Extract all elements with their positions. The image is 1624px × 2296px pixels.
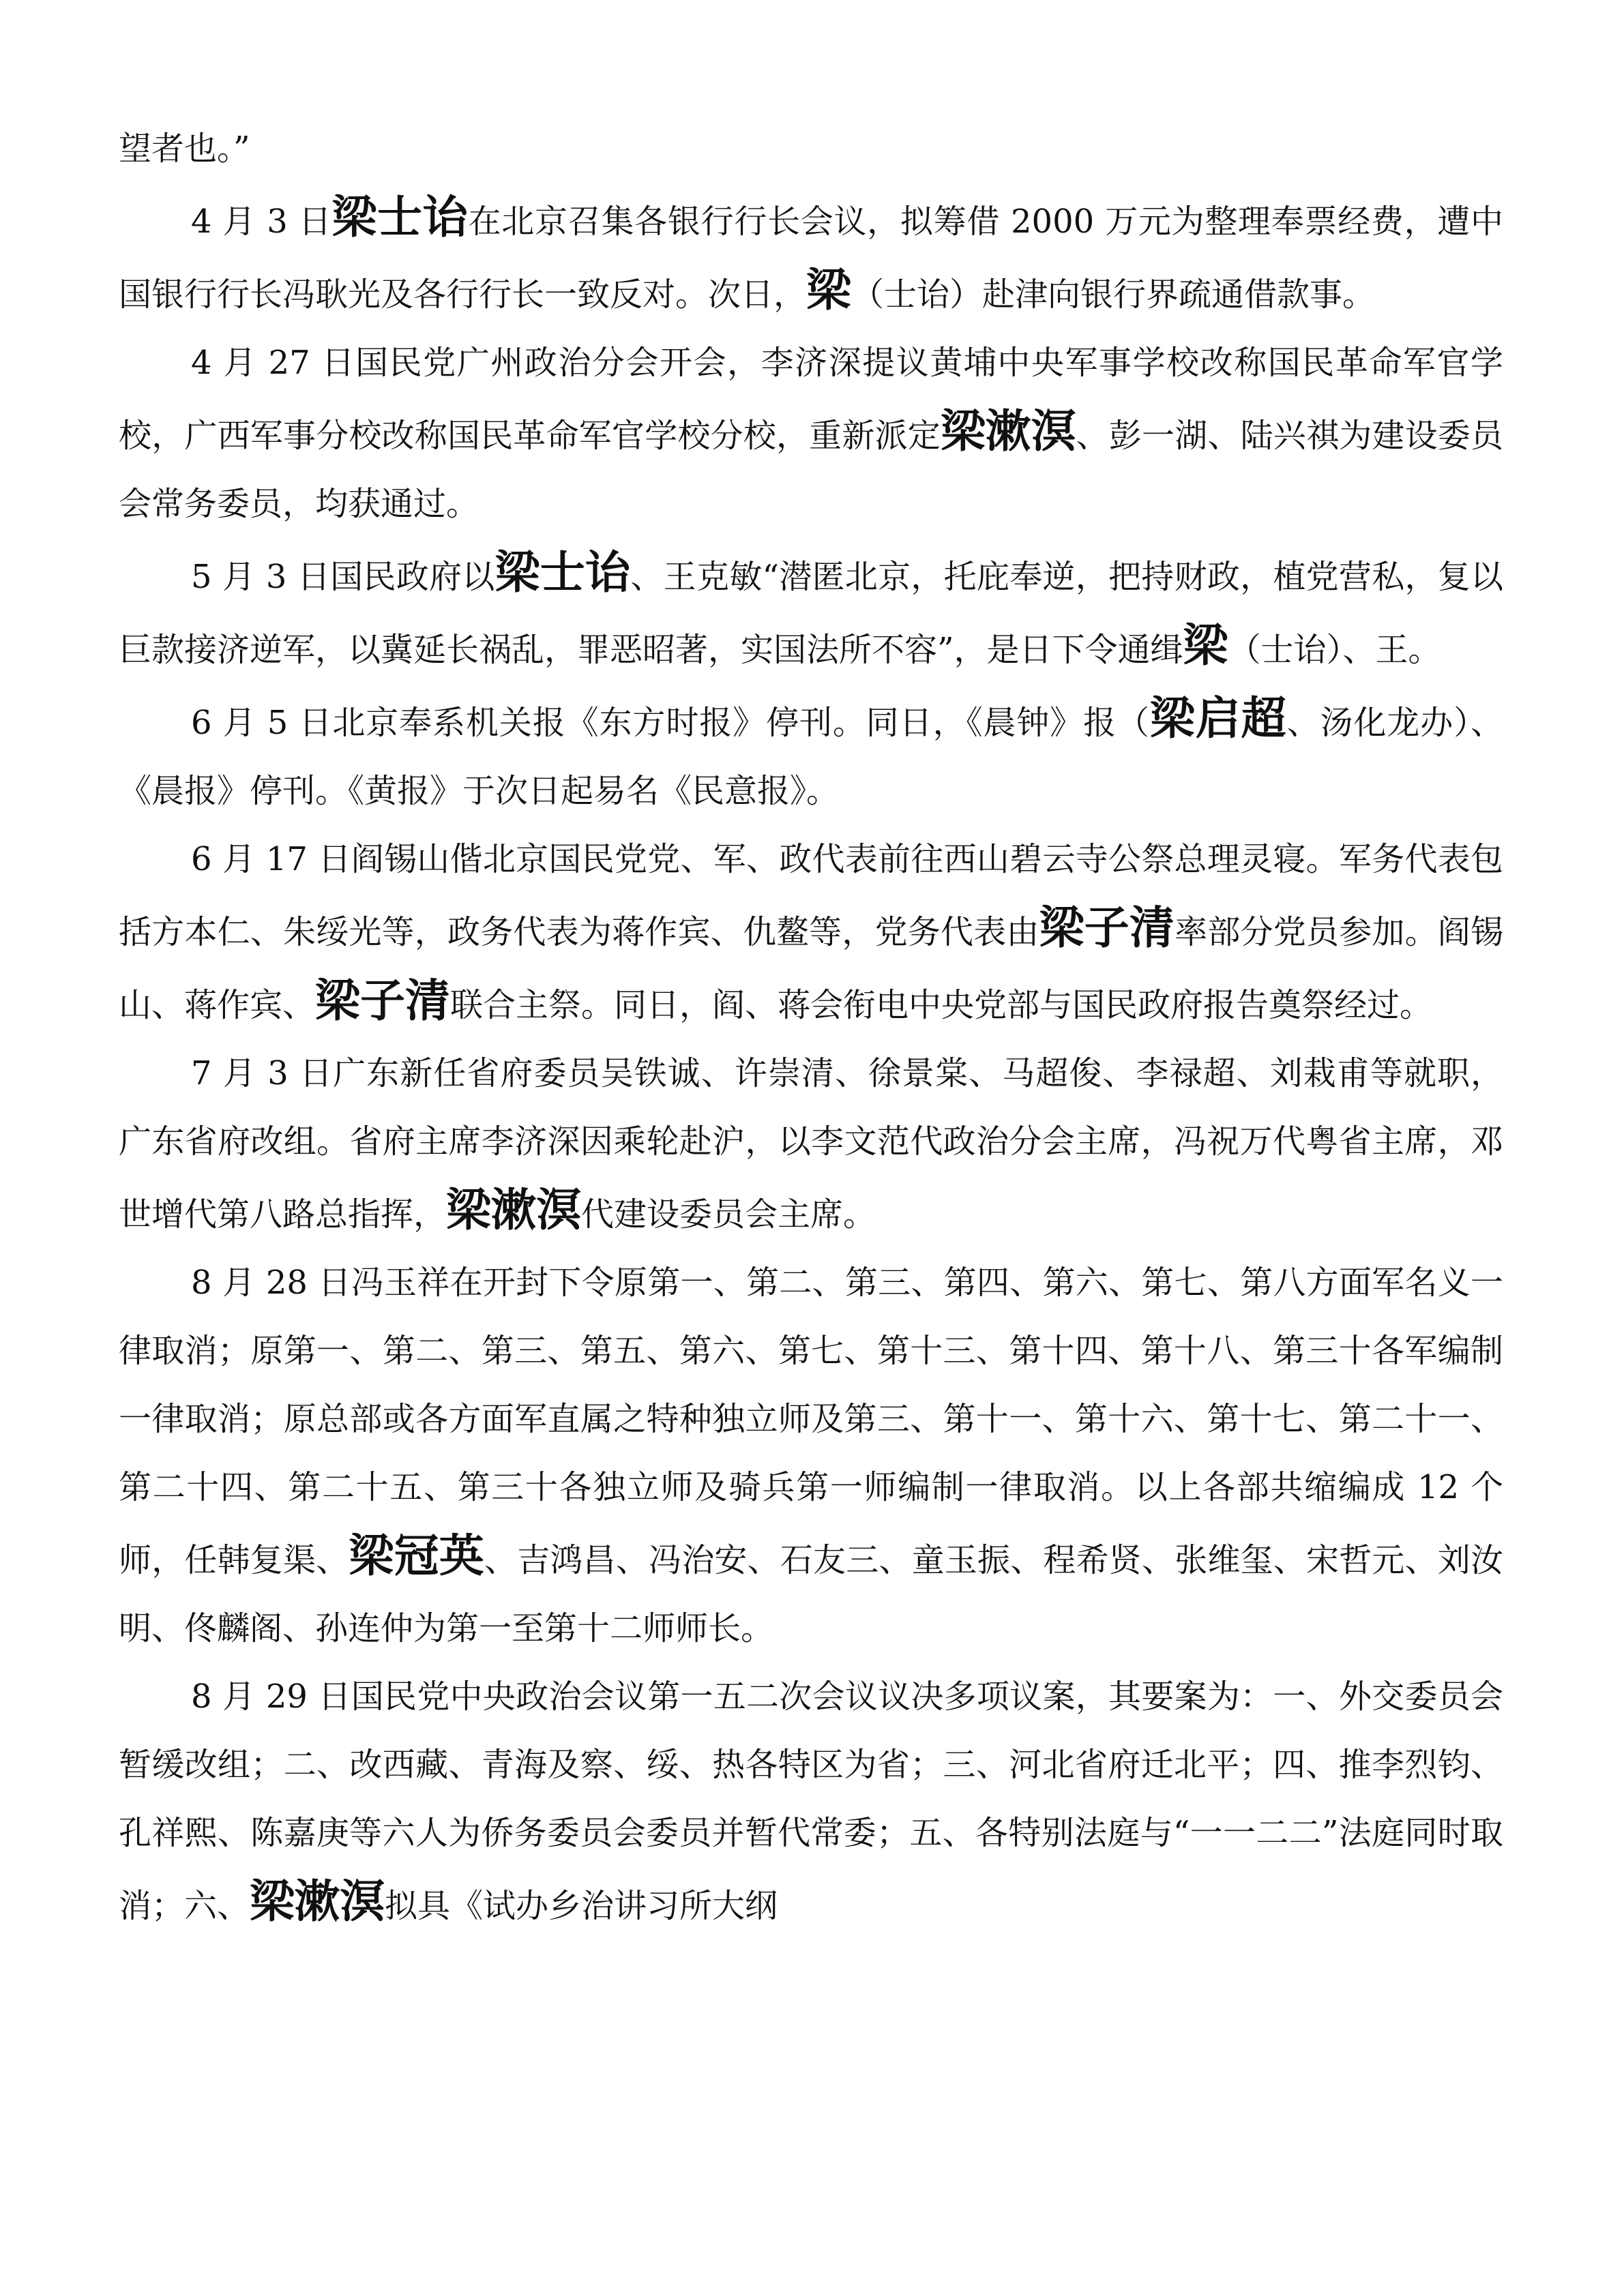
text-segment: 6 月 17 日阎锡山偕北京国民党党、军、政代表前往西山碧云寺公祭总理灵寝。军务代表包括方本仁、朱绥光等，政务代表为蒋作宾、仇鳌等，党务代表由 [119, 840, 1503, 951]
paragraph [119, 825, 1503, 1039]
text-segment: （士诒）、王。 [1228, 631, 1441, 669]
person-name: 梁启超 [1149, 691, 1287, 745]
text-segment: 、吉鸿昌、冯治安、石友三、童玉振、程希贤、张维玺、宋哲元、刘汝明、佟麟阁、孙连仲为第一至第十二师师长。 [119, 1541, 1503, 1648]
text-segment: 代建设委员会主席。 [581, 1195, 876, 1234]
text-segment: 、彭一湖、陆兴祺为建设委员会常务委员，均获通过。 [119, 417, 1503, 523]
chronicle-text [119, 115, 1503, 1940]
text-segment: 望者也。” [119, 130, 250, 168]
paragraph [119, 183, 1503, 329]
text-segment: 联合主祭。同日，阎、蒋会衔电中央党部与国民政府报告奠祭经过。 [450, 986, 1433, 1024]
text-segment: 4 月 3 日 [191, 203, 332, 241]
text-segment: 在北京召集各银行行长会议，拟筹借 2000 万元为整理奉票经费，遭中国银行行长冯耿光及各行行长一致反对。次日， [119, 203, 1504, 314]
person-name: 梁士诒 [494, 546, 631, 599]
person-name: 梁子清 [315, 974, 451, 1027]
text-segment: 8 月 28 日冯玉祥在开封下令原第一、第二、第三、第四、第六、第七、第八方面军名义一律取消；原第一、第二、第三、第五、第六、第七、第十三、第十四、第十八、第三十各军编制一律取消；原总部或各方面军直属之特种独立师及第三、第十一、第十六、第十七、第二十一、第二十四、第二十五、第三十各独立师及骑兵第一师编制一律取消。以上各部共缩编成 12 个师，任韩复渠、 [119, 1264, 1503, 1579]
text-segment: 7 月 3 日广东新任省府委员吴铁诚、许崇清、徐景棠、马超俊、李禄超、刘栽甫等就职，广东省府改组。省府主席李济深因乘轮赴沪，以李文范代政治分会主席，冯祝万代粤省主席，邓世增代第八路总指挥， [119, 1054, 1503, 1234]
person-name: 梁冠英 [349, 1529, 485, 1582]
paragraph [119, 1663, 1503, 1940]
text-segment: 、汤化龙办）、《晨报》停刊。《黄报》于次日起易名《民意报》。 [119, 704, 1503, 810]
text-segment: （士诒）赴津向银行界疏通借款事。 [851, 275, 1376, 314]
text-segment: 率部分党员参加。阎锡山、蒋作宾、 [119, 913, 1503, 1024]
text-segment: 8 月 29 日国民党中央政治会议第一五二次会议议决多项议案，其要案为：一、外交委员会暂缓改组；二、改西藏、青海及察、绥、热各特区为省；三、河北省府迁北平；四、推李烈钧、孔祥熙、陈嘉庚等六人为侨务委员会委员并暂代常委；五、各特别法庭与“一一二二”法庭同时取消；六、 [119, 1678, 1503, 1925]
paragraph [119, 115, 1503, 183]
text-segment: 拟具《试办乡治讲习所大纲 [385, 1887, 778, 1925]
text-segment: 5 月 3 日国民政府以 [191, 558, 495, 596]
paragraph [119, 329, 1503, 538]
paragraph [119, 1249, 1503, 1663]
text-segment: 6 月 5 日北京奉系机关报《东方时报》停刊。同日，《晨钟》报（ [191, 704, 1150, 742]
person-name: 梁士诒 [331, 190, 469, 243]
person-name: 梁 [806, 263, 852, 316]
text-segment: 、王克敏“潜匿北京，托庇奉逆，把持财政，植党营私，复以巨款接济逆军，以冀延长祸乱，罪恶昭著，实国法所不容”，是日下令通缉 [119, 558, 1504, 669]
person-name: 梁漱溟 [940, 404, 1076, 458]
person-name: 梁漱溟 [446, 1183, 582, 1236]
person-name: 梁 [1183, 618, 1228, 672]
paragraph [119, 684, 1503, 825]
person-name: 梁子清 [1039, 901, 1175, 954]
paragraph [119, 538, 1503, 684]
paragraph [119, 1039, 1503, 1249]
person-name: 梁漱溟 [250, 1875, 385, 1928]
text-segment: 4 月 27 日国民党广州政治分会开会，李济深提议黄埔中央军事学校改称国民革命军官学校，广西军事分校改称国民革命军官学校分校，重新派定 [119, 344, 1503, 455]
